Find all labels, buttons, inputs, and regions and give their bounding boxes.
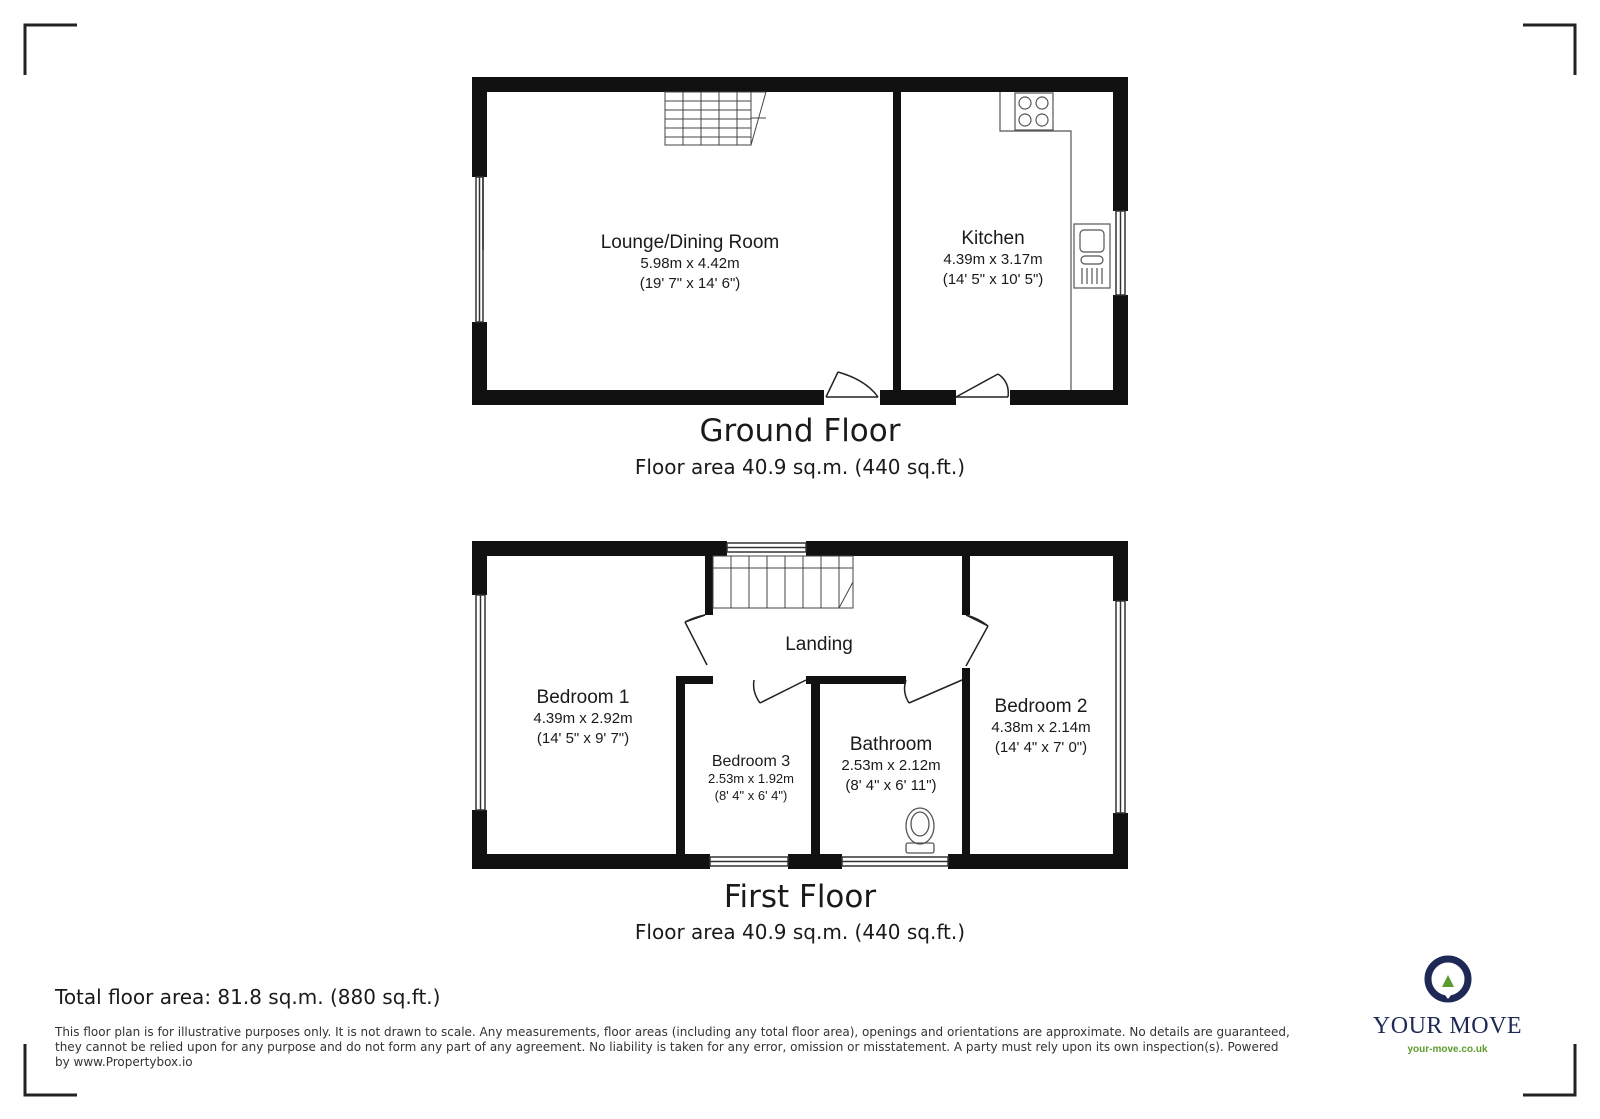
window: [1116, 601, 1125, 813]
room-dimensions-metric: 4.39m x 3.17m: [943, 251, 1043, 268]
room-dimensions-imperial: (19' 7" x 14' 6"): [639, 275, 741, 292]
disclaimer-text: This floor plan is for illustrative purposes only. It is not drawn to scale. Any measurements, floor areas (including any total floor area), openings and orientations are approximate. No details are guaranteed, they cannot be relied upon for any purpose and do not form any part of any agreement. No liability is taken for any error, omission or misstatement. A party must rely upon its own inspection(s). Powered by www.Propertybox.io: [55, 1025, 1290, 1069]
room-dimensions-imperial: (14' 5" x 9' 7"): [536, 730, 630, 747]
door: [826, 372, 878, 397]
room-name: Lounge/Dining Room: [600, 232, 780, 253]
floor-area: Floor area 40.9 sq.m. (440 sq.ft.): [634, 920, 966, 944]
door: [685, 615, 707, 665]
location-pin-icon: [1422, 955, 1474, 1007]
ground-floor-plan: [472, 77, 1128, 479]
floor-area: Floor area 40.9 sq.m. (440 sq.ft.): [634, 455, 966, 479]
total-floor-area: Total floor area: 81.8 sq.m. (880 sq.ft.): [55, 985, 441, 1009]
first-floor-plan: [472, 541, 1128, 944]
window: [476, 177, 483, 322]
room-dimensions-metric: 2.53m x 1.92m: [708, 771, 794, 786]
room-name: Bedroom 1: [536, 687, 630, 708]
window: [476, 595, 485, 810]
room-dimensions-imperial: (14' 5" x 10' 5"): [942, 271, 1044, 288]
room-dimensions-metric: 2.53m x 2.12m: [841, 757, 941, 774]
door: [754, 680, 806, 703]
room-dimensions-metric: 4.39m x 2.92m: [533, 710, 633, 727]
brand-name: YOUR MOVE: [1372, 1013, 1523, 1039]
brand-url: your-move.co.uk: [1407, 1044, 1488, 1055]
room-name: Bedroom 3: [711, 753, 791, 770]
window: [727, 543, 806, 552]
floor-title: First Floor: [723, 879, 877, 915]
room-dimensions-metric: 5.98m x 4.42m: [640, 255, 740, 272]
floor-title: Ground Floor: [699, 413, 901, 449]
sink: [1074, 224, 1110, 288]
window: [842, 857, 948, 866]
room-name: Landing: [785, 634, 853, 655]
room-dimensions-imperial: (8' 4" x 6' 4"): [714, 788, 788, 803]
room-name: Kitchen: [961, 228, 1025, 249]
window: [710, 857, 788, 866]
staircase: [665, 92, 766, 145]
room-name: Bedroom 2: [994, 696, 1088, 717]
toilet: [906, 808, 934, 853]
door: [956, 374, 1008, 397]
your-move-logo: [1360, 955, 1535, 1055]
door: [905, 680, 962, 703]
staircase: [713, 556, 853, 608]
door: [966, 615, 988, 666]
window: [1116, 211, 1125, 295]
room-dimensions-metric: 4.38m x 2.14m: [991, 719, 1091, 736]
room-dimensions-imperial: (8' 4" x 6' 11"): [845, 777, 937, 794]
room-dimensions-imperial: (14' 4" x 7' 0"): [994, 739, 1088, 756]
room-name: Bathroom: [849, 734, 933, 755]
